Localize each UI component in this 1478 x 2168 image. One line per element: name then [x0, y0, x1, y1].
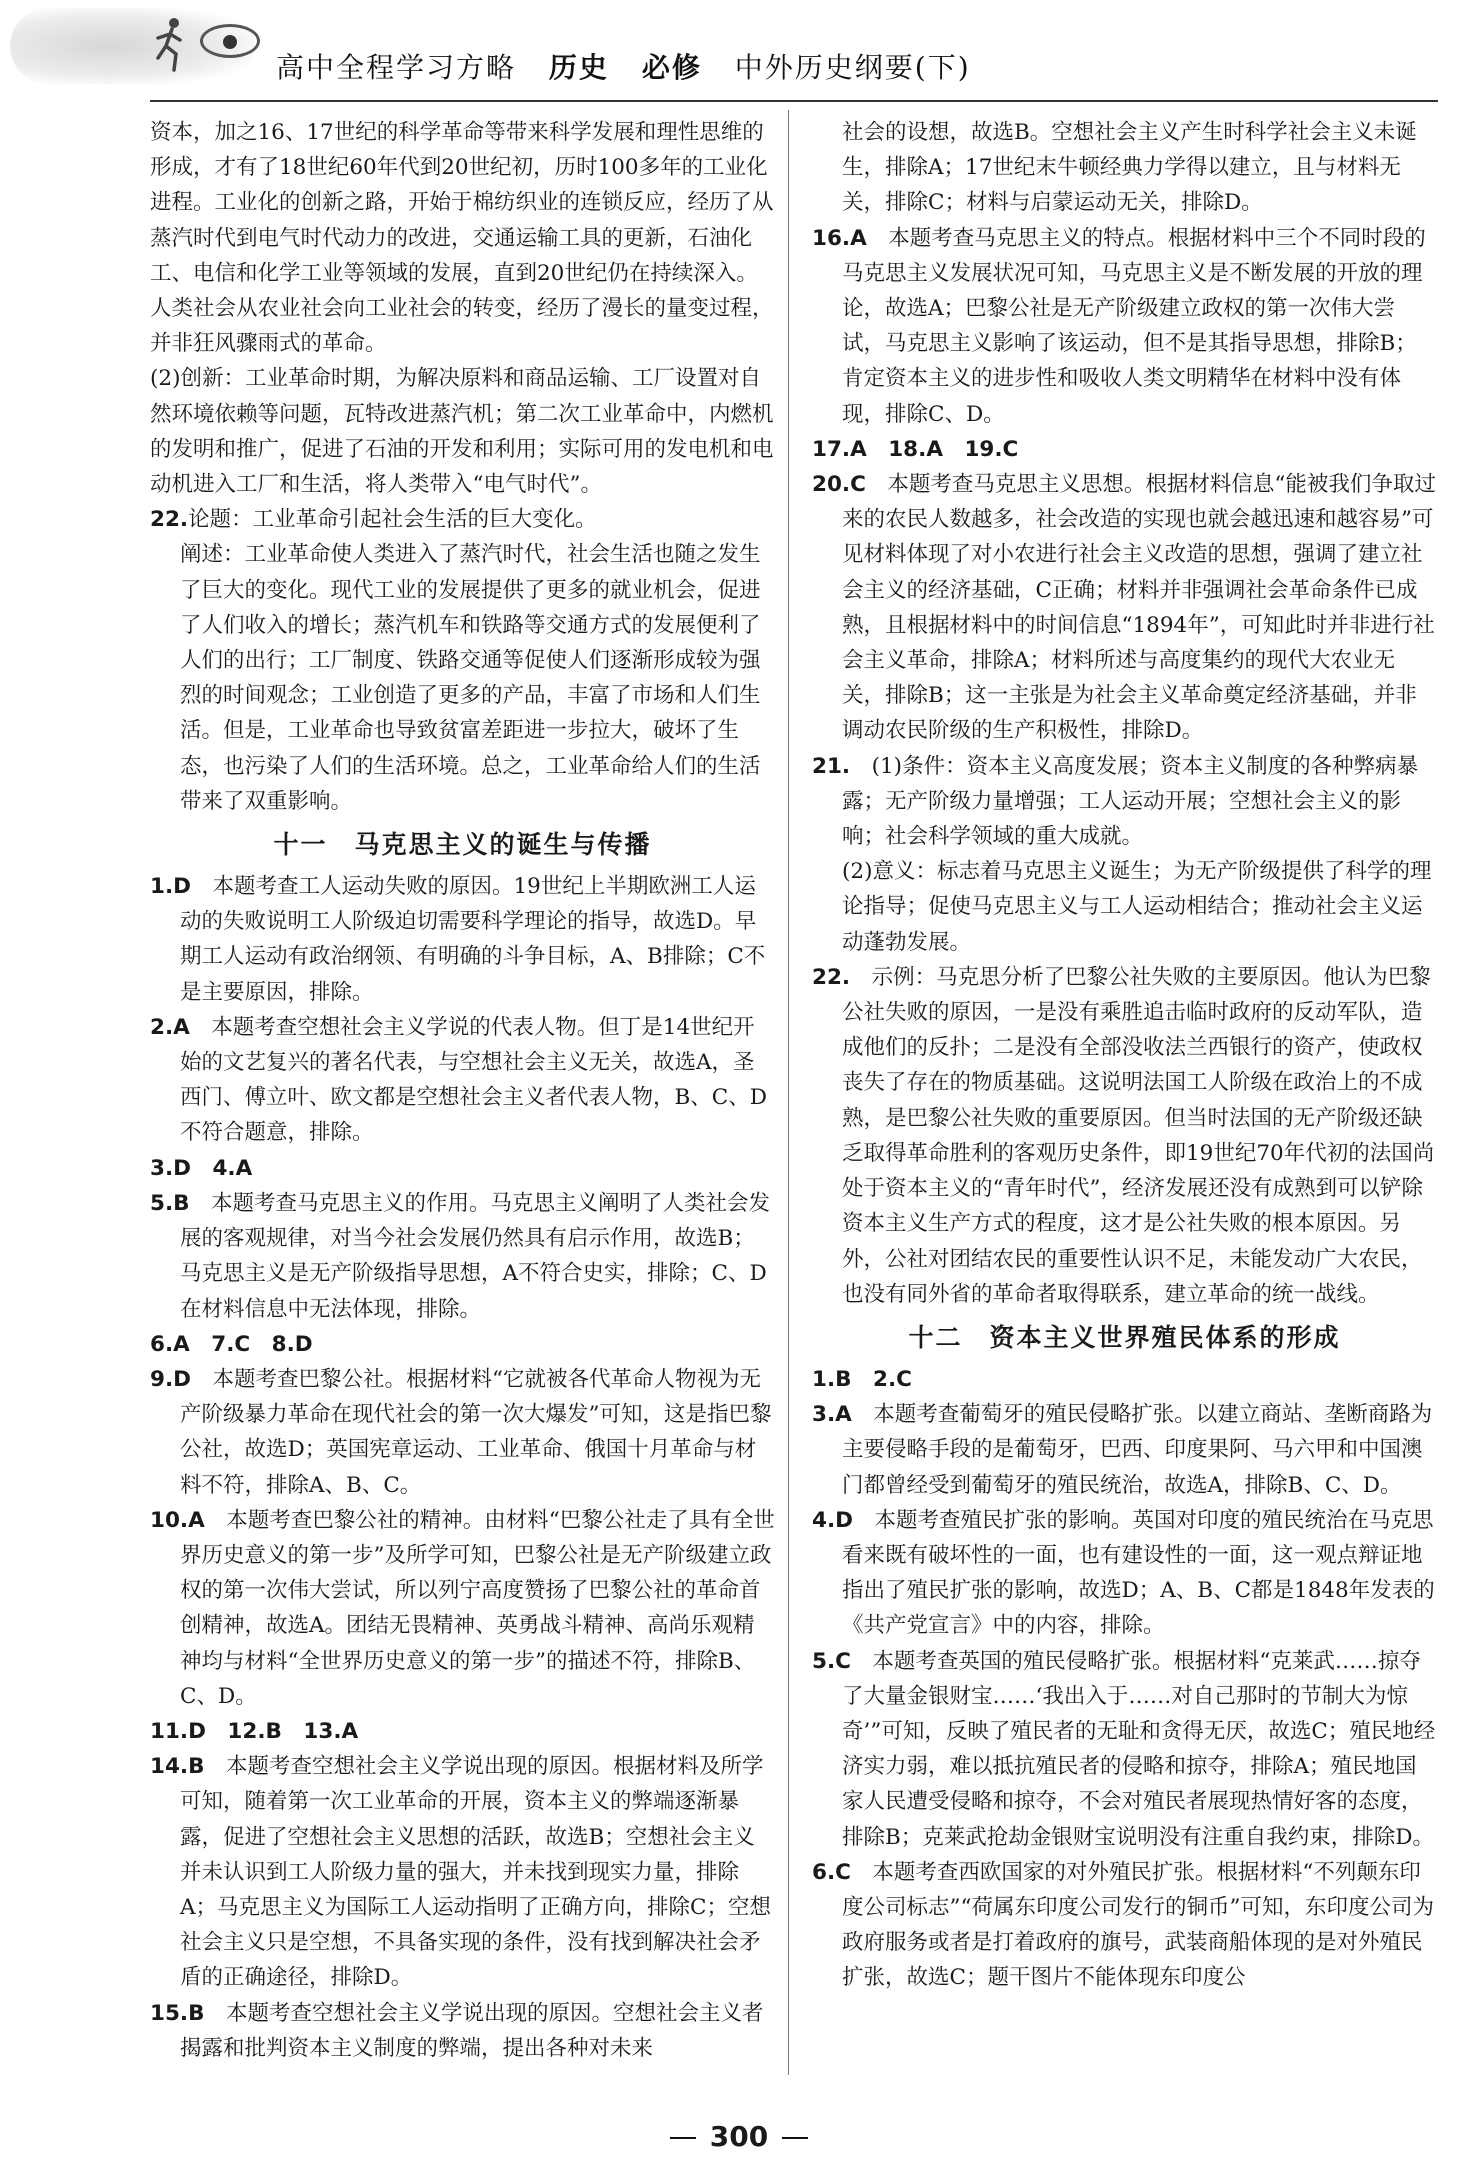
eye-logo-icon	[200, 24, 260, 58]
type-label: 必修	[641, 51, 702, 84]
answer-number: 4.D	[812, 1507, 853, 1533]
answer-item	[150, 1327, 775, 1362]
answer-number: 5.C	[812, 1648, 851, 1674]
page-number-value: 300	[709, 2120, 769, 2153]
answer-22-elaboration: 阐述：工业革命使人类进入了蒸汽时代，社会生活也随之发生了巨大的变化。现代工业的发展提供了更多的就业机会，促进了人们收入的增长；蒸汽机车和铁路等交通方式的发展便利了人们的出行；工厂制度、铁路交通等促使人们逐渐形成较为强烈的时间观念；工业创造了更多的产品，丰富了市场和人们生活。但是，工业革命也导致贫富差距进一步拉大，破坏了生态，也污染了人们的生活环境。总之，工业革命给人们的生活带来了双重影响。	[180, 542, 761, 814]
page-number-dash-right	[782, 2137, 808, 2139]
answer-text: 本题考查工人运动失败的原因。19世纪上半期欧洲工人运动的失败说明工人阶级迫切需要科学理论的指导，故选D。早期工人运动有政治纲领、有明确的斗争目标，A、B排除；C不是主要原因，排除。	[180, 874, 766, 1005]
answer-number: 6.A 7.C 8.D	[150, 1331, 313, 1357]
answer-text: (1)条件：资本主义高度发展；资本主义制度的各种弊病暴露；无产阶级力量增强；工人运动开展；空想社会主义的影响；社会科学领域的重大成就。	[842, 753, 1419, 850]
section-11-answers	[150, 869, 775, 2066]
paragraph-continued: 社会的设想，故选B。空想社会主义产生时科学社会主义未诞生，排除A；17世纪末牛顿经典力学得以建立，且与材料无关，排除C；材料与启蒙运动无关，排除D。	[842, 120, 1417, 216]
answer-item	[150, 869, 775, 1010]
answer-text: 本题考查空想社会主义学说出现的原因。空想社会主义者揭露和批判资本主义制度的弊端，提出各种对未来	[180, 2000, 764, 2061]
answer-item	[812, 1644, 1437, 1855]
answer-number: 9.D	[150, 1366, 191, 1392]
answer-text: 本题考查马克思主义的作用。马克思主义阐明了人类社会发展的客观规律，对当今社会发展仍然具有启示作用，故选B；马克思主义是无产阶级指导思想，A不符合史实，排除；C、D在材料信息中无法体现，排除。	[180, 1190, 771, 1322]
page-number-dash-left	[670, 2137, 696, 2139]
answer-item	[812, 854, 1437, 960]
answer-item	[150, 1714, 775, 1749]
answer-text: 本题考查马克思主义的特点。根据材料中三个不同时段的马克思主义发展状况可知，马克思主义是不断发展的开放的理论，故选A；巴黎公社是无产阶级建立政权的第一次伟大尝试，马克思主义影响了该运动，但不是其指导思想，排除B；肯定资本主义的进步性和吸收人类文明精华在材料中没有体现，排除C、D。	[842, 225, 1426, 427]
answer-item	[812, 432, 1437, 467]
answer-number: 15.B	[150, 2000, 205, 2026]
answer-item	[150, 1151, 775, 1186]
answer-text: 本题考查巴黎公社。根据材料“它就被各代革命人物视为无产阶级暴力革命在现代社会的第一次大爆发”可知，这是指巴黎公社，故选D；英国宪章运动、工业革命、俄国十月革命与材料不符，排除A、B、C。	[180, 1366, 772, 1498]
answer-item	[812, 749, 1437, 855]
section-11-answers-cont	[812, 221, 1437, 1312]
runner-logo-icon	[150, 16, 190, 74]
answer-number: 21.	[812, 753, 851, 779]
answer-text: 本题考查巴黎公社的精神。由材料“巴黎公社走了具有全世界历史意义的第一步”及所学可知，巴黎公社是无产阶级建立政权的第一次伟大尝试，所以列宁高度赞扬了巴黎公社的革命首创精神，故选A。团结无畏精神、英勇战斗精神、高尚乐观精神均与材料“全世界历史意义的第一步”的描述不符，排除B、C、D。	[180, 1507, 775, 1709]
header-rule	[150, 100, 1438, 102]
answer-item	[812, 1503, 1437, 1644]
answer-number: 1.D	[150, 874, 191, 900]
right-column	[812, 115, 1437, 2075]
answer-number: 22.	[812, 964, 851, 990]
answer-number: 11.D 12.B 13.A	[150, 1718, 359, 1744]
answer-text: 本题考查空想社会主义学说出现的原因。根据材料及所学可知，随着第一次工业革命的开展，资本主义的弊端逐渐暴露，促进了空想社会主义思想的活跃，故选B；空想社会主义并未认识到工人阶级力量的强大，并未找到现实力量，排除A；马克思主义为国际工人运动指明了正确方向，排除C；空想社会主义只是空想，不具备实现的条件，没有找到解决社会矛盾的正确途径，排除D。	[180, 1754, 771, 1991]
answer-item	[150, 1362, 775, 1503]
answer-number: 2.A	[150, 1014, 190, 1040]
answer-text: 本题考查西欧国家的对外殖民扩张。根据材料“不列颠东印度公司标志”“荷属东印度公司发行的铜币”可知，东印度公司为政府服务或者是打着政府的旗号，武装商船体现的是对外殖民扩张，故选C；题干图片不能体现东印度公	[842, 1859, 1434, 1991]
header-title	[276, 46, 993, 86]
section-12-answers	[812, 1362, 1437, 1996]
answer-item	[812, 1362, 1437, 1397]
answer-item	[150, 1996, 775, 2066]
answer-number: 17.A 18.A 19.C	[812, 436, 1019, 462]
answer-number: 16.A	[812, 225, 867, 251]
answer-number: 1.B 2.C	[812, 1366, 912, 1392]
answer-number: 6.C	[812, 1859, 851, 1885]
answer-item	[812, 960, 1437, 1312]
paragraph-continued: 资本，加之16、17世纪的科学革命等带来科学发展和理性思维的形成，才有了18世纪60年代到20世纪初，历时100多年的工业化进程。工业化的创新之路，开始于棉纺织业的连锁反应，经历了从蒸汽时代到电气时代动力的改进，交通运输工具的更新，石油化工、电信和化学工业等领域的发展，直到20世纪仍在持续深入。人类社会从农业社会向工业社会的转变，经历了漫长的量变过程，并非狂风骤雨式的革命。	[150, 120, 774, 357]
answer-text: 论题：工业革命引起社会生活的巨大变化。	[188, 507, 597, 533]
paragraph-innovation: (2)创新：工业革命时期，为解决原料和商品运输、工厂设置对自然环境依赖等问题，瓦特改进蒸汽机；第二次工业革命中，内燃机的发明和推广，促进了石油的开发和利用；实际可用的发电机和电动机进入工厂和生活，将人类带入“电气时代”。	[150, 366, 774, 498]
answer-item	[150, 1503, 775, 1714]
left-column	[150, 115, 775, 2075]
book-title: 中外历史纲要(下)	[734, 51, 971, 84]
answer-number: 3.D 4.A	[150, 1155, 253, 1181]
answer-text: 本题考查马克思主义思想。根据材料信息“能被我们争取过来的农民人数越多，社会改造的实现也就会越迅速和越容易”可见材料体现了对小农进行社会主义改造的思想，强调了建立社会主义的经济基础，C正确；材料并非强调社会革命条件已成熟，且根据材料中的时间信息“1894年”，可知此时并非进行社会主义革命，排除A；材料所述与高度集约的现代大农业无关，排除B；这一主张是为社会主义革命奠定经济基础，并非调动农民阶级的生产积极性，排除D。	[842, 472, 1436, 744]
answer-text: 本题考查殖民扩张的影响。英国对印度的殖民统治在马克思看来既有破坏性的一面，也有建设性的一面，这一观点辩证地指出了殖民扩张的影响，故选D；A、B、C都是1848年发表的《共产党宣言》中的内容，排除。	[842, 1507, 1435, 1639]
answer-text: (2)意义：标志着马克思主义诞生；为无产阶级提供了科学的理论指导；促使马克思主义与工人运动相结合；推动社会主义运动蓬勃发展。	[842, 859, 1432, 955]
page-header	[0, 0, 1478, 110]
section-heading-12: 十二 资本主义世界殖民体系的形成	[908, 1322, 1341, 1352]
answer-text: 本题考查空想社会主义学说的代表人物。但丁是14世纪开始的文艺复兴的著名代表，与空想社会主义无关，故选A，圣西门、傅立叶、欧文都是空想社会主义者代表人物，B、C、D不符合题意，排除。	[180, 1014, 767, 1146]
answer-text: 本题考查英国的殖民侵略扩张。根据材料“克莱武……掠夺了大量金银财宝……‘我出入于……对自己那时的节制大为惊奇’”可知，反映了殖民者的无耻和贪得无厌，故选C；殖民地经济实力弱，难以抵抗殖民者的侵略和掠夺，排除A；殖民地国家人民遭受侵略和掠夺，不会对殖民者展现热情好客的态度，排除B；克莱武抢劫金银财宝说明没有注重自我约束，排除D。	[842, 1648, 1436, 1850]
subject-label: 历史	[548, 51, 609, 84]
answer-item	[812, 1855, 1437, 1996]
series-title: 高中全程学习方略	[276, 51, 517, 84]
answer-number: 22.	[150, 507, 189, 533]
answer-number: 3.A	[812, 1402, 852, 1428]
answer-number: 10.A	[150, 1507, 205, 1533]
answer-number: 20.C	[812, 472, 866, 498]
answer-number: 5.B	[150, 1190, 190, 1216]
answer-text: 本题考查葡萄牙的殖民侵略扩张。以建立商站、垄断商路为主要侵略手段的是葡萄牙，巴西、印度果阿、马六甲和中国澳门都曾经受到葡萄牙的殖民统治，故选A，排除B、C、D。	[842, 1402, 1433, 1498]
answer-item	[150, 1186, 775, 1327]
page-number	[0, 2120, 1478, 2153]
answer-22	[150, 502, 775, 537]
answer-item	[150, 1749, 775, 1995]
answer-text: 示例：马克思分析了巴黎公社失败的主要原因。他认为巴黎公社失败的原因，一是没有乘胜追击临时政府的反动军队，造成他们的反扑；二是没有全部没收法兰西银行的资产，使政权丧失了存在的物质基础。这说明法国工人阶级在政治上的不成熟，是巴黎公社失败的重要原因。但当时法国的无产阶级还缺乏取得革命胜利的客观历史条件，即19世纪70年代初的法国尚处于资本主义的“青年时代”，经济发展还没有成熟到可以铲除资本主义生产方式的程度，这才是公社失败的根本原因。另外，公社对团结农民的重要性认识不足，未能发动广大农民，也没有同外省的革命者取得联系，建立革命的统一战线。	[842, 964, 1435, 1307]
answer-number: 14.B	[150, 1754, 205, 1780]
answer-item	[812, 467, 1437, 749]
answer-item	[812, 221, 1437, 432]
column-divider	[788, 110, 789, 2075]
answer-item	[812, 1397, 1437, 1503]
answer-item	[150, 1010, 775, 1151]
section-heading-11: 十一 马克思主义的诞生与传播	[273, 830, 652, 860]
